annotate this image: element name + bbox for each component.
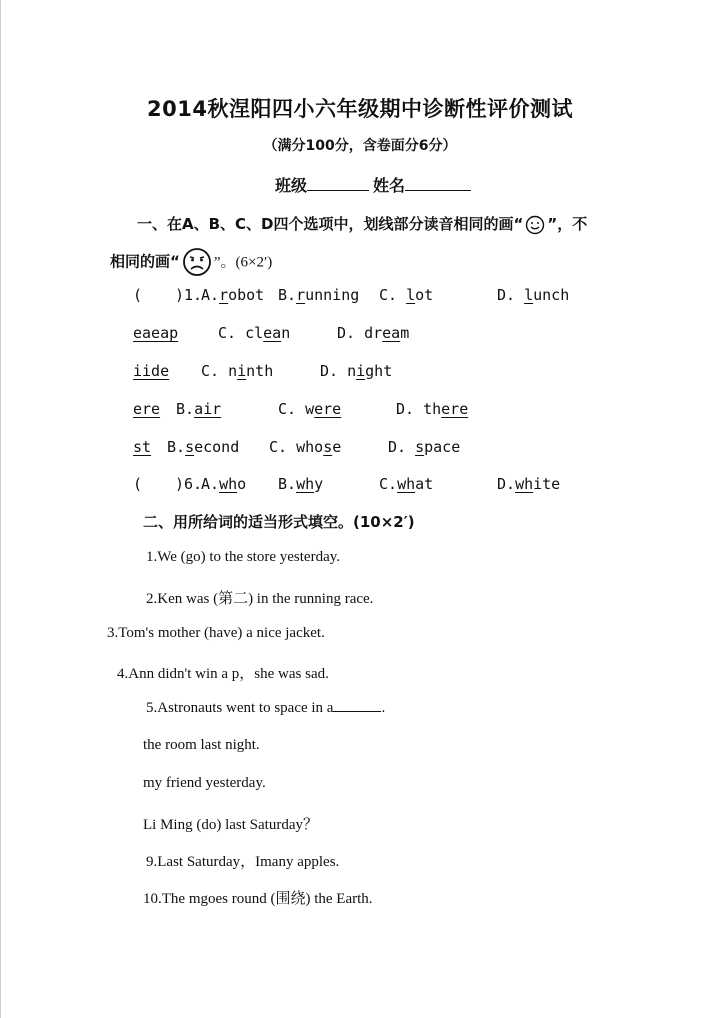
- option-b: B.air: [176, 400, 222, 418]
- question-number: )6.: [175, 475, 203, 493]
- fill-item-10: 10.The mgoes round (围绕) the Earth.: [143, 891, 373, 907]
- option-d: D. dream: [337, 324, 410, 342]
- option-b: B.second: [167, 438, 240, 456]
- name-blank[interactable]: [405, 189, 471, 191]
- class-blank[interactable]: [307, 189, 369, 191]
- option-d: D. night: [320, 362, 393, 380]
- option-a: A.robot: [201, 286, 265, 304]
- fill-item-3: 3.Tom's mother (have) a nice jacket.: [107, 625, 325, 641]
- sad-face-icon: [182, 247, 212, 277]
- section2-heading: 二、用所给词的适当形式填空。(10×2′): [143, 513, 415, 531]
- class-name-line: [275, 173, 471, 196]
- option-d: D.white: [497, 475, 561, 493]
- name-label: 姓名: [373, 176, 406, 195]
- fill-item-8: Li Ming (do) last Saturday？: [143, 817, 318, 833]
- option-c: C. clean: [218, 324, 291, 342]
- section1-heading-line2: 相同的画“ ”。(6×2′): [110, 247, 272, 277]
- class-label: 班级: [275, 176, 308, 195]
- option-first: iide: [133, 362, 170, 380]
- page-title: 2014秋涅阳四小六年级期中诊断性评价测试: [147, 97, 573, 121]
- option-c: C. lot: [379, 286, 434, 304]
- fill-item-2: 2.Ken was (第二) in the running race.: [146, 591, 374, 607]
- option-d: D. lunch: [497, 286, 570, 304]
- option-d: D. space: [388, 438, 461, 456]
- answer-blank[interactable]: [333, 710, 381, 712]
- smiley-face-icon: [525, 215, 545, 235]
- option-a: A.who: [201, 475, 247, 493]
- option-first: eaeap: [133, 324, 179, 342]
- option-c: C. were: [278, 400, 342, 418]
- question-number: )1.: [175, 286, 203, 304]
- fill-item-7: my friend yesterday.: [143, 775, 266, 791]
- answer-paren-open[interactable]: (: [133, 286, 143, 304]
- option-d: D. there: [396, 400, 469, 418]
- option-b: B.running: [278, 286, 360, 304]
- option-b: B.why: [278, 475, 324, 493]
- option-first: st: [133, 438, 152, 456]
- option-c: C.what: [379, 475, 434, 493]
- section1-heading-line1: 一、在A、B、C、D四个选项中，划线部分读音相同的画“ ”，不: [137, 215, 588, 233]
- fill-item-1: 1.We (go) to the store yesterday.: [146, 549, 341, 565]
- fill-item-9: 9.Last Saturday，Imany apples.: [146, 854, 340, 870]
- fill-item-6: the room last night.: [143, 737, 260, 753]
- option-c: C. whose: [269, 438, 342, 456]
- option-c: C. ninth: [201, 362, 274, 380]
- answer-paren-open[interactable]: (: [133, 475, 143, 493]
- option-first: ere: [133, 400, 161, 418]
- fill-item-5: 5.Astronauts went to space in a .: [146, 700, 386, 716]
- fill-item-4: 4.Ann didn't win a p，she was sad.: [117, 666, 329, 682]
- page-subtitle: （满分100分，含卷面分6分）: [263, 138, 457, 154]
